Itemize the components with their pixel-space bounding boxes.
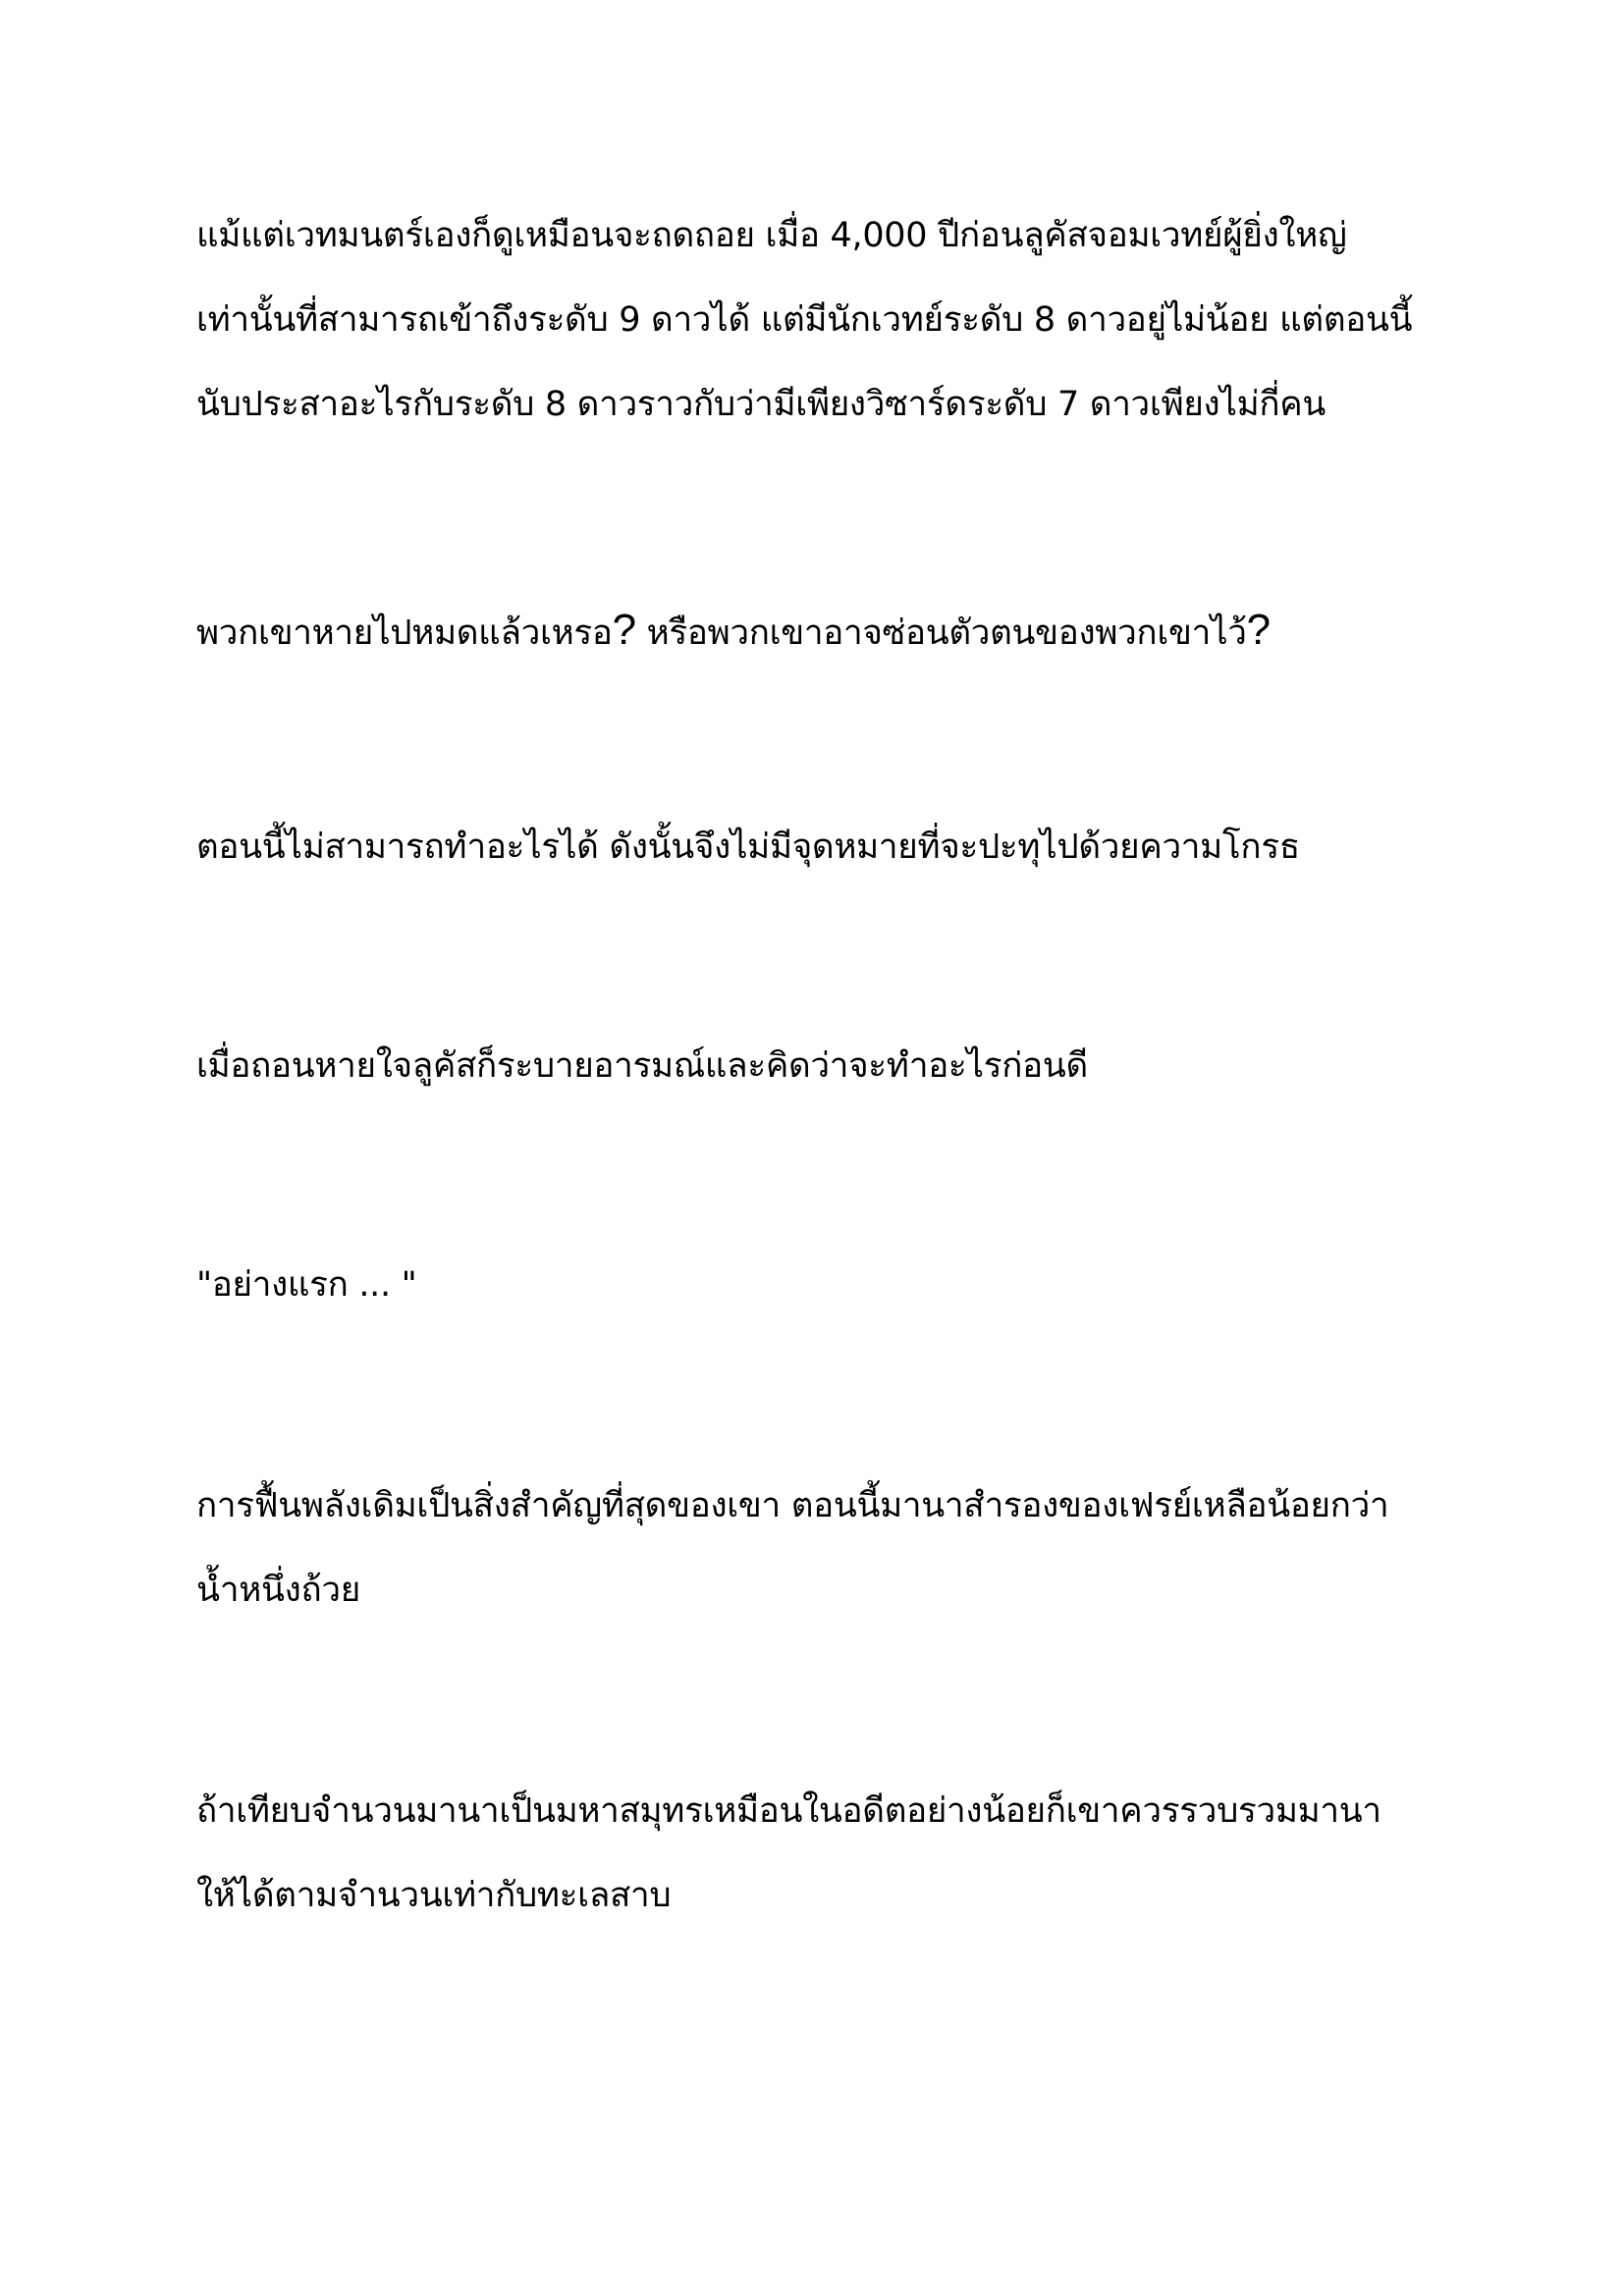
paragraph-4-line-1: เมื่อถอนหายใจลูคัสก็ระบายอารมณ์และคิดว่าจะทำอะไรก่อนดี — [196, 1046, 1088, 1086]
paragraph-6-line-2: น้ำหนึ่งถ้วย — [196, 1571, 360, 1610]
paragraph-1-line-2: เท่านั้นที่สามารถเข้าถึงระดับ 9 ดาวได้ แต่มีนักเวทย์ระดับ 8 ดาวอยู่ไม่น้อย แต่ตอนนี้ — [196, 300, 1413, 340]
paragraph-5-line-1: "อย่างแรก ... " — [196, 1265, 417, 1305]
paragraph-7-line-1: ถ้าเทียบจำนวนมานาเป็นมหาสมุทรเหมือนในอดีตอย่างน้อยก็เขาควรรวบรวมมานา — [196, 1791, 1381, 1831]
question-text-2: หรือพวกเขาอาจซ่อนตัวตนของพวกเขาไว้ — [635, 614, 1247, 653]
paragraph-6-line-1: การฟื้นพลังเดิมเป็นสิ่งสำคัญที่สุดของเขา ตอนนี้มานาสำรองของเฟรย์เหลือน้อยกว่า — [196, 1486, 1389, 1525]
paragraph-1-line-1: แม้แต่เวทมนตร์เองก็ดูเหมือนจะถดถอย เมื่อ 4,000 ปีก่อนลูคัสจอมเวทย์ผู้ยิ่งใหญ่ — [196, 216, 1347, 255]
paragraph-7-line-2: ให้ได้ตามจำนวนเท่ากับทะเลสาบ — [196, 1876, 672, 1915]
paragraph-1-line-3: นับประสาอะไรกับระดับ 8 ดาวราวกับว่ามีเพียงวิซาร์ดระดับ 7 ดาวเพียงไม่กี่คน — [196, 385, 1326, 424]
question-mark-1: ? — [612, 606, 636, 654]
paragraph-3-line-1: ตอนนี้ไม่สามารถทำอะไรได้ ดังนั้นจึงไม่มีจุดหมายที่จะปะทุไปด้วยความโกรธ — [196, 828, 1300, 867]
question-mark-2: ? — [1246, 606, 1271, 654]
paragraph-2-line-1 — [196, 604, 1271, 660]
question-text-1: พวกเขาหายไปหมดแล้วเหรอ — [196, 614, 613, 653]
